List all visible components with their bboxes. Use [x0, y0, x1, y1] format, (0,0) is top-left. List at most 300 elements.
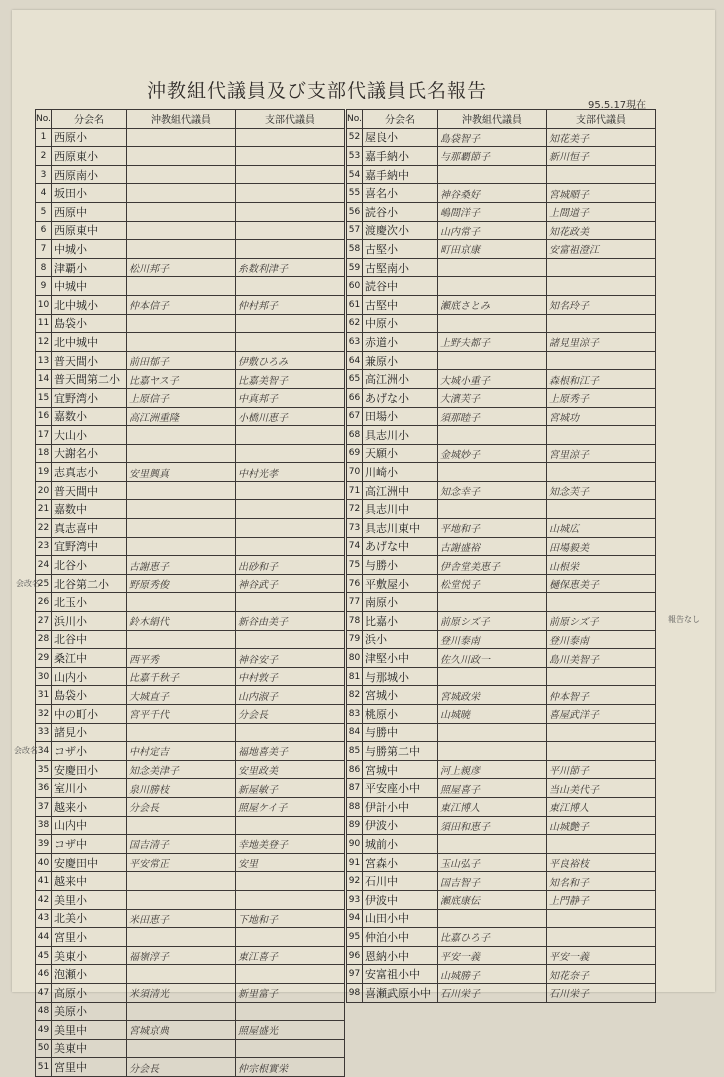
header-rep2: 支部代議員	[235, 110, 344, 129]
row-number: 62	[347, 314, 363, 333]
school-name: 浜小	[362, 630, 437, 649]
union-delegate	[437, 909, 546, 928]
table-row	[347, 147, 656, 166]
row-number: 59	[347, 258, 363, 277]
school-name: 平敷屋小	[362, 574, 437, 593]
union-delegate: 与那覇節子	[437, 147, 546, 166]
union-delegate: 宮城京典	[126, 1021, 235, 1040]
table-row	[347, 909, 656, 928]
union-delegate: 比嘉ヤス子	[126, 370, 235, 389]
branch-delegate	[235, 890, 344, 909]
table-row	[36, 779, 345, 798]
table-row	[36, 1002, 345, 1021]
union-delegate: 河上親彦	[437, 760, 546, 779]
branch-delegate	[546, 500, 655, 519]
union-delegate	[126, 537, 235, 556]
branch-delegate	[235, 630, 344, 649]
school-name: 北美小	[51, 909, 126, 928]
table-row	[36, 983, 345, 1002]
school-name: 宮城小	[362, 686, 437, 705]
table-row	[347, 686, 656, 705]
row-number: 53	[347, 147, 363, 166]
row-number: 70	[347, 463, 363, 482]
branch-delegate: 中村光孝	[235, 463, 344, 482]
table-row	[36, 537, 345, 556]
branch-delegate: 知名和子	[546, 872, 655, 891]
school-name: 宮里小	[51, 928, 126, 947]
union-delegate	[126, 928, 235, 947]
row-number: 56	[347, 202, 363, 221]
branch-delegate	[235, 314, 344, 333]
branch-delegate: 島川美智子	[546, 649, 655, 668]
union-delegate	[437, 667, 546, 686]
union-delegate	[437, 835, 546, 854]
school-name: 赤道小	[362, 333, 437, 352]
table-row	[347, 890, 656, 909]
school-name: 伊計小中	[362, 797, 437, 816]
row-number: 74	[347, 537, 363, 556]
branch-delegate	[235, 165, 344, 184]
row-number: 71	[347, 481, 363, 500]
row-number: 90	[347, 835, 363, 854]
branch-delegate	[235, 928, 344, 947]
school-name: 具志川小	[362, 426, 437, 445]
row-number: 93	[347, 890, 363, 909]
union-delegate: 分会長	[126, 797, 235, 816]
union-delegate: 伊舎堂美恵子	[437, 556, 546, 575]
table-row	[347, 426, 656, 445]
branch-delegate: 照屋ケイ子	[235, 797, 344, 816]
union-delegate: 松堂悦子	[437, 574, 546, 593]
table-row	[347, 872, 656, 891]
row-number: 12	[36, 333, 52, 352]
row-number: 76	[347, 574, 363, 593]
union-delegate: 古謝恵子	[126, 556, 235, 575]
union-delegate	[126, 128, 235, 147]
school-name: 恩納小中	[362, 946, 437, 965]
table-row	[36, 630, 345, 649]
union-delegate: 山内常子	[437, 221, 546, 240]
union-delegate	[126, 333, 235, 352]
row-number: 63	[347, 333, 363, 352]
row-number: 88	[347, 797, 363, 816]
branch-delegate: 宮里涼子	[546, 444, 655, 463]
union-delegate	[437, 351, 546, 370]
union-delegate: 石川栄子	[437, 983, 546, 1002]
school-name: 屋良小	[362, 128, 437, 147]
school-name: 美東小	[51, 946, 126, 965]
union-delegate: 安里興真	[126, 463, 235, 482]
row-number: 96	[347, 946, 363, 965]
union-delegate: 泉川勝枝	[126, 779, 235, 798]
table-row	[347, 463, 656, 482]
union-delegate: 平安一義	[437, 946, 546, 965]
union-delegate: 瀬底さとみ	[437, 295, 546, 314]
school-name: 津堅小中	[362, 649, 437, 668]
row-number: 60	[347, 277, 363, 296]
union-delegate: 大濱芙子	[437, 388, 546, 407]
branch-delegate: 田場毅美	[546, 537, 655, 556]
row-number: 86	[347, 760, 363, 779]
row-number: 40	[36, 853, 52, 872]
row-number: 10	[36, 295, 52, 314]
row-number: 17	[36, 426, 52, 445]
school-name: 具志川中	[362, 500, 437, 519]
table-row	[36, 147, 345, 166]
school-name: 西原東小	[51, 147, 126, 166]
branch-delegate	[235, 481, 344, 500]
union-delegate: 西平秀	[126, 649, 235, 668]
table-row	[347, 333, 656, 352]
table-row	[347, 128, 656, 147]
row-number: 2	[36, 147, 52, 166]
branch-delegate: 神谷安子	[235, 649, 344, 668]
row-number: 83	[347, 705, 363, 724]
header-school: 分会名	[51, 110, 126, 129]
school-name: 美東中	[51, 1039, 126, 1058]
union-delegate: 福嶺淳子	[126, 946, 235, 965]
row-number: 85	[347, 742, 363, 761]
branch-delegate: 山内淑子	[235, 686, 344, 705]
branch-delegate: 宮城順子	[546, 184, 655, 203]
header-no: No.	[36, 110, 52, 129]
table-row	[36, 853, 345, 872]
branch-delegate	[546, 463, 655, 482]
branch-delegate	[235, 184, 344, 203]
table-row	[347, 240, 656, 259]
union-delegate	[126, 872, 235, 891]
table-row	[347, 500, 656, 519]
row-number: 95	[347, 928, 363, 947]
row-number: 4	[36, 184, 52, 203]
row-number: 75	[347, 556, 363, 575]
row-number: 31	[36, 686, 52, 705]
table-row	[36, 519, 345, 538]
row-number: 32	[36, 705, 52, 724]
table-row	[347, 407, 656, 426]
row-number: 7	[36, 240, 52, 259]
school-name: 坂田小	[51, 184, 126, 203]
row-number: 38	[36, 816, 52, 835]
branch-delegate	[235, 519, 344, 538]
union-delegate	[126, 277, 235, 296]
row-number: 52	[347, 128, 363, 147]
union-delegate: 国吉清子	[126, 835, 235, 854]
branch-delegate: 中真邦子	[235, 388, 344, 407]
school-name: 安慶田中	[51, 853, 126, 872]
row-number: 39	[36, 835, 52, 854]
row-number: 57	[347, 221, 363, 240]
union-delegate: 島袋智子	[437, 128, 546, 147]
table-row	[36, 612, 345, 631]
table-row	[347, 295, 656, 314]
branch-delegate: 新谷由美子	[235, 612, 344, 631]
branch-delegate: 安里	[235, 853, 344, 872]
branch-delegate	[546, 165, 655, 184]
branch-delegate	[546, 258, 655, 277]
union-delegate: 松川邦子	[126, 258, 235, 277]
school-name: 宮城中	[362, 760, 437, 779]
union-delegate	[126, 184, 235, 203]
margin-note-left-a: 会改名	[16, 579, 40, 588]
table-row	[347, 277, 656, 296]
table-row	[36, 872, 345, 891]
left-roster-table	[35, 109, 345, 1077]
school-name: 北谷中	[51, 630, 126, 649]
row-number: 58	[347, 240, 363, 259]
branch-delegate: 知花美子	[546, 128, 655, 147]
table-row	[347, 667, 656, 686]
table-row	[36, 240, 345, 259]
union-delegate: 宮平千代	[126, 705, 235, 724]
school-name: 諸見小	[51, 723, 126, 742]
table-row	[36, 667, 345, 686]
branch-delegate: 照屋盛光	[235, 1021, 344, 1040]
union-delegate	[126, 519, 235, 538]
school-name: 美里中	[51, 1021, 126, 1040]
school-name: 普天間小	[51, 351, 126, 370]
union-delegate	[126, 1039, 235, 1058]
row-number: 28	[36, 630, 52, 649]
table-row	[347, 574, 656, 593]
branch-delegate: 東江博人	[546, 797, 655, 816]
school-name: 喜瀬武原小中	[362, 983, 437, 1002]
branch-delegate	[235, 1039, 344, 1058]
header-rep2: 支部代議員	[546, 110, 655, 129]
table-row	[347, 835, 656, 854]
school-name: 与勝中	[362, 723, 437, 742]
row-number: 22	[36, 519, 52, 538]
school-name: 兼原小	[362, 351, 437, 370]
union-delegate	[126, 165, 235, 184]
school-name: 石川中	[362, 872, 437, 891]
union-delegate	[126, 481, 235, 500]
branch-delegate: 仲本智子	[546, 686, 655, 705]
school-name: 古堅南小	[362, 258, 437, 277]
table-row	[347, 388, 656, 407]
union-delegate: 町田京康	[437, 240, 546, 259]
row-number: 92	[347, 872, 363, 891]
table-row	[347, 184, 656, 203]
table-row	[347, 705, 656, 724]
margin-note-right: 報告なし	[668, 615, 700, 624]
school-name: 普天間中	[51, 481, 126, 500]
branch-delegate: 幸地美登子	[235, 835, 344, 854]
header-no: No.	[347, 110, 363, 129]
union-delegate: 東江博人	[437, 797, 546, 816]
branch-delegate	[235, 1002, 344, 1021]
row-number: 49	[36, 1021, 52, 1040]
school-name: 安富祖小中	[362, 965, 437, 984]
school-name: 与勝第二中	[362, 742, 437, 761]
union-delegate	[126, 426, 235, 445]
school-name: 中城小	[51, 240, 126, 259]
row-number: 37	[36, 797, 52, 816]
row-number: 19	[36, 463, 52, 482]
row-number: 34	[36, 742, 52, 761]
row-number: 67	[347, 407, 363, 426]
school-name: あげな小	[362, 388, 437, 407]
branch-delegate: 森根和江子	[546, 370, 655, 389]
union-delegate: 前原シズ子	[437, 612, 546, 631]
school-name: 西原南小	[51, 165, 126, 184]
table-row	[36, 426, 345, 445]
school-name: 島袋小	[51, 314, 126, 333]
school-name: 北玉小	[51, 593, 126, 612]
union-delegate: 神谷桑好	[437, 184, 546, 203]
row-number: 50	[36, 1039, 52, 1058]
branch-delegate: 上門静子	[546, 890, 655, 909]
row-number: 14	[36, 370, 52, 389]
school-name: 具志川東中	[362, 519, 437, 538]
school-name: 桑江中	[51, 649, 126, 668]
table-row	[36, 407, 345, 426]
table-row	[347, 649, 656, 668]
union-delegate: 宮城政栄	[437, 686, 546, 705]
branch-delegate: 小橋川恵子	[235, 407, 344, 426]
table-row	[347, 946, 656, 965]
branch-delegate: 伊敷ひろみ	[235, 351, 344, 370]
row-number: 41	[36, 872, 52, 891]
union-delegate	[126, 221, 235, 240]
row-number: 72	[347, 500, 363, 519]
union-delegate	[437, 723, 546, 742]
school-name: 与勝小	[362, 556, 437, 575]
union-delegate	[437, 165, 546, 184]
row-number: 89	[347, 816, 363, 835]
row-number: 21	[36, 500, 52, 519]
row-number: 46	[36, 965, 52, 984]
school-name: 美里小	[51, 890, 126, 909]
school-name: 嘉手納中	[362, 165, 437, 184]
school-name: 嘉数小	[51, 407, 126, 426]
table-row	[36, 333, 345, 352]
table-row	[36, 649, 345, 668]
branch-delegate	[235, 128, 344, 147]
branch-delegate: 安富祖澄江	[546, 240, 655, 259]
branch-delegate: 知念芙子	[546, 481, 655, 500]
table-row	[36, 444, 345, 463]
branch-delegate: 福地喜美子	[235, 742, 344, 761]
school-name: 津覇小	[51, 258, 126, 277]
branch-delegate	[546, 742, 655, 761]
branch-delegate	[235, 723, 344, 742]
row-number: 55	[347, 184, 363, 203]
union-delegate: 米田恵子	[126, 909, 235, 928]
school-name: 山田小中	[362, 909, 437, 928]
school-name: 読谷中	[362, 277, 437, 296]
table-row	[36, 816, 345, 835]
table-row	[36, 593, 345, 612]
branch-delegate: 仲村邦子	[235, 295, 344, 314]
right-roster-table	[346, 109, 656, 1003]
school-name: 室川小	[51, 779, 126, 798]
branch-delegate	[546, 593, 655, 612]
row-number: 51	[36, 1058, 52, 1077]
table-header-row	[36, 110, 345, 129]
school-name: 高原小	[51, 983, 126, 1002]
union-delegate: 高江洲重隆	[126, 407, 235, 426]
school-name: 伊波中	[362, 890, 437, 909]
branch-delegate	[235, 202, 344, 221]
school-name: 山内中	[51, 816, 126, 835]
school-name: 高江洲中	[362, 481, 437, 500]
school-name: 宮森小	[362, 853, 437, 872]
row-number: 54	[347, 165, 363, 184]
row-number: 66	[347, 388, 363, 407]
branch-delegate	[235, 816, 344, 835]
table-row	[347, 202, 656, 221]
branch-delegate: 樋保恵美子	[546, 574, 655, 593]
branch-delegate: 諸見里涼子	[546, 333, 655, 352]
table-row	[36, 1039, 345, 1058]
row-number: 25	[36, 574, 52, 593]
union-delegate	[437, 742, 546, 761]
table-row	[347, 779, 656, 798]
table-row	[347, 556, 656, 575]
branch-delegate: 山根栄	[546, 556, 655, 575]
school-name: 志真志小	[51, 463, 126, 482]
row-number: 35	[36, 760, 52, 779]
school-name: 南原小	[362, 593, 437, 612]
table-row	[36, 1058, 345, 1077]
table-row	[347, 723, 656, 742]
school-name: 天願小	[362, 444, 437, 463]
school-name: 田場小	[362, 407, 437, 426]
table-row	[347, 928, 656, 947]
row-number: 84	[347, 723, 363, 742]
row-number: 26	[36, 593, 52, 612]
table-row	[347, 816, 656, 835]
branch-delegate: 平安一義	[546, 946, 655, 965]
table-row	[36, 928, 345, 947]
table-row	[36, 890, 345, 909]
row-number: 15	[36, 388, 52, 407]
branch-delegate	[235, 333, 344, 352]
row-number: 87	[347, 779, 363, 798]
union-delegate: 米須清光	[126, 983, 235, 1002]
table-row	[347, 519, 656, 538]
row-number: 43	[36, 909, 52, 928]
branch-delegate: 山城艶子	[546, 816, 655, 835]
table-row	[36, 500, 345, 519]
row-number: 80	[347, 649, 363, 668]
school-name: 北中城中	[51, 333, 126, 352]
row-number: 30	[36, 667, 52, 686]
table-row	[36, 556, 345, 575]
union-delegate: 須那睦子	[437, 407, 546, 426]
table-row	[36, 797, 345, 816]
union-delegate: 嶋間洋子	[437, 202, 546, 221]
school-name: 泡瀬小	[51, 965, 126, 984]
union-delegate: 玉山弘子	[437, 853, 546, 872]
school-name: 嘉数中	[51, 500, 126, 519]
school-name: 島袋小	[51, 686, 126, 705]
union-delegate: 上野夫都子	[437, 333, 546, 352]
union-delegate: 山城勝子	[437, 965, 546, 984]
union-delegate	[126, 816, 235, 835]
header-school: 分会名	[362, 110, 437, 129]
school-name: 仲泊小中	[362, 928, 437, 947]
row-number: 61	[347, 295, 363, 314]
union-delegate: 野原秀俊	[126, 574, 235, 593]
row-number: 20	[36, 481, 52, 500]
row-number: 78	[347, 612, 363, 631]
table-row	[36, 574, 345, 593]
branch-delegate	[235, 221, 344, 240]
table-row	[36, 351, 345, 370]
school-name: 浜川小	[51, 612, 126, 631]
